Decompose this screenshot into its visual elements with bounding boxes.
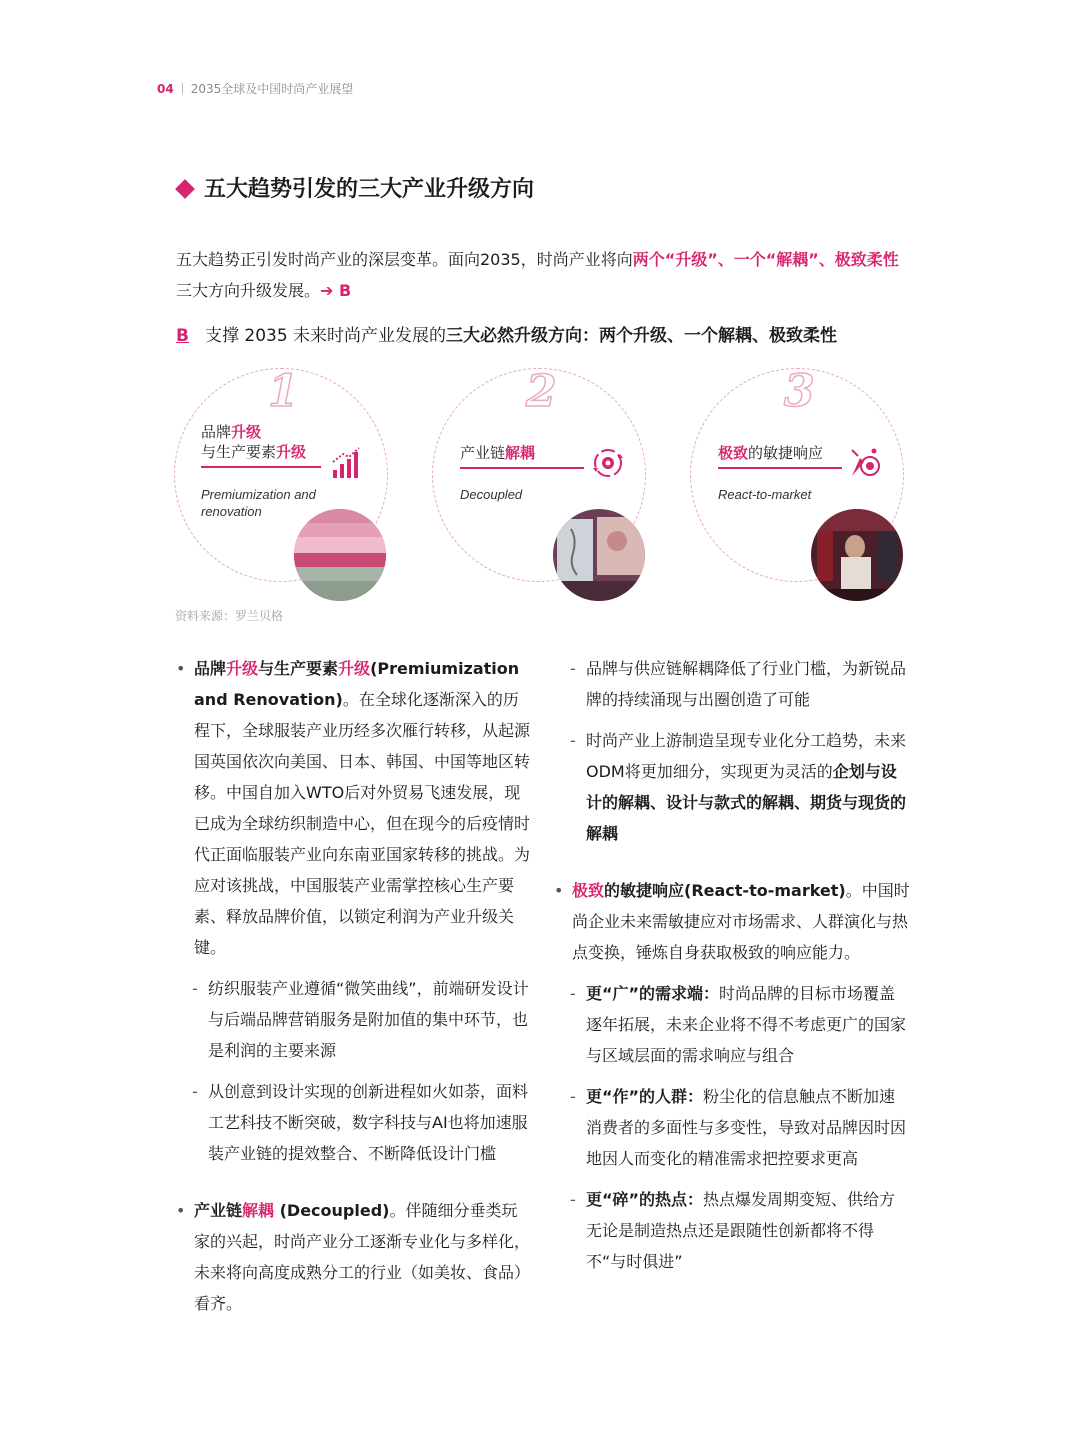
- dash-consumers: - 更“作”的人群：粉尘化的信息触点不断加速消费者的多面性与多变性，导致对品牌因时因地因人而变化的精准需求把控要求更高: [570, 1081, 910, 1174]
- circle-1-underline: [201, 466, 321, 468]
- circle-number-3: 3: [784, 366, 815, 417]
- store-photo: [811, 509, 903, 601]
- dash-smile-curve: - 纺织服装产业遵循“微笑曲线”，前端研发设计与后端品牌营销服务是附加值的集中环节，也是利润的主要来源: [192, 973, 530, 1066]
- doc-title: 2035全球及中国时尚产业展望: [190, 82, 354, 96]
- circle-1-subtitle: Premiumization and renovation: [201, 487, 316, 519]
- section-title: [174, 172, 534, 203]
- fabric-photo: [294, 509, 386, 601]
- dash-decoupling-brands: - 品牌与供应链解耦降低了行业门槛，为新锐品牌的持续涌现与出圈创造了可能: [570, 653, 910, 715]
- circle-number-2: 2: [526, 366, 557, 417]
- figure-caption-text: 支撑 2035 未来时尚产业发展的: [204, 326, 447, 346]
- dash-upstream: - 时尚产业上游制造呈现专业化分工趋势，未来ODM将更加细分，实现更为灵活的企划与设计的解耦、设计与款式的解耦、期货与现货的解耦: [570, 725, 910, 849]
- circle-3-title: 极致的敏捷响应: [718, 444, 824, 462]
- dash-innovation: - 从创意到设计实现的创新进程如火如荼，面料工艺科技不断突破，数字科技与AI也将加速服装产业链的提效整合、不断降低设计门槛: [192, 1076, 530, 1169]
- running-header: [157, 80, 353, 97]
- bullet-decoupled: • 产业链解耦 (Decoupled)。伴随细分垂类玩家的兴起，时尚产业分工逐渐专业化与多样化，未来将向高度成熟分工的行业（如美妆、食品）看齐。: [176, 1195, 530, 1319]
- page-number: 04: [157, 82, 174, 96]
- header-divider: [182, 83, 183, 94]
- section-title-text: 五大趋势引发的三大产业升级方向: [204, 177, 535, 202]
- circle-3-underline: [718, 467, 842, 469]
- diamond-bullet-icon: [175, 179, 195, 199]
- figure-letter: B: [176, 326, 189, 346]
- intro-highlight: 两个“升级”、一个“解耦”、极致柔性: [632, 250, 899, 269]
- bullet-react-to-market: • 极致的敏捷响应(React-to-market)。中国时尚企业未来需敏捷应对市场需求、人群演化与热点变换，锤炼自身获取极致的响应能力。: [554, 875, 910, 968]
- figure-source: 资料来源：罗兰贝格: [175, 609, 284, 623]
- bar-chart-growth-icon: [331, 446, 363, 480]
- circle-2-title: 产业链解耦: [460, 444, 536, 462]
- circle-1-title: 品牌升级 与生产要素升级: [201, 423, 307, 461]
- gear-cycle-icon: [590, 446, 626, 480]
- circle-2-subtitle: Decoupled: [460, 487, 523, 502]
- dash-hotspots: - 更“碎”的热点：热点爆发周期变短、供给方无论是制造热点还是跟随性创新都将不得不“与时俱进”: [570, 1184, 910, 1277]
- dash-wider-demand: - 更“广”的需求端：时尚品牌的目标市场覆盖逐年拓展，未来企业将不得不考虑更广的国家与区域层面的需求响应与组合: [570, 978, 910, 1071]
- intro-paragraph: [176, 244, 916, 306]
- circle-2-underline: [460, 467, 584, 469]
- right-column: [554, 653, 910, 1277]
- figure-reference-link[interactable]: ➔ B: [320, 281, 352, 300]
- left-column: [176, 653, 530, 1319]
- circle-3-subtitle: React-to-market: [718, 487, 812, 502]
- figure-caption-bold: 三大必然升级方向：两个升级、一个解耦、极致柔性: [446, 326, 838, 346]
- circle-number-1: 1: [268, 366, 299, 417]
- intro-text: 五大趋势正引发时尚产业的深层变革。面向2035，时尚产业将向: [176, 250, 633, 269]
- bullet-premiumization: • 品牌升级与生产要素升级(Premiumization and Renovation)。在全球化逐渐深入的历程下，全球服装产业历经多次雁行转移，从起源国英国依次向美国、日本、韩国、中国等地区转移。中国自加入WTO后对外贸易飞速发展，现已成为全球纺织制造中心，但在现今的后疫情时代正面临服装产业向东南亚国家转移的挑战。为应对该挑战，中国服装产业需掌控核心生产要素、释放品牌价值，以锁定利润为产业升级关键。: [176, 653, 530, 963]
- figure-caption: [176, 321, 837, 346]
- intro-text-2: 三大方向升级发展。: [176, 281, 321, 300]
- rocket-target-icon: [848, 446, 882, 480]
- gallery-photo: [553, 509, 645, 601]
